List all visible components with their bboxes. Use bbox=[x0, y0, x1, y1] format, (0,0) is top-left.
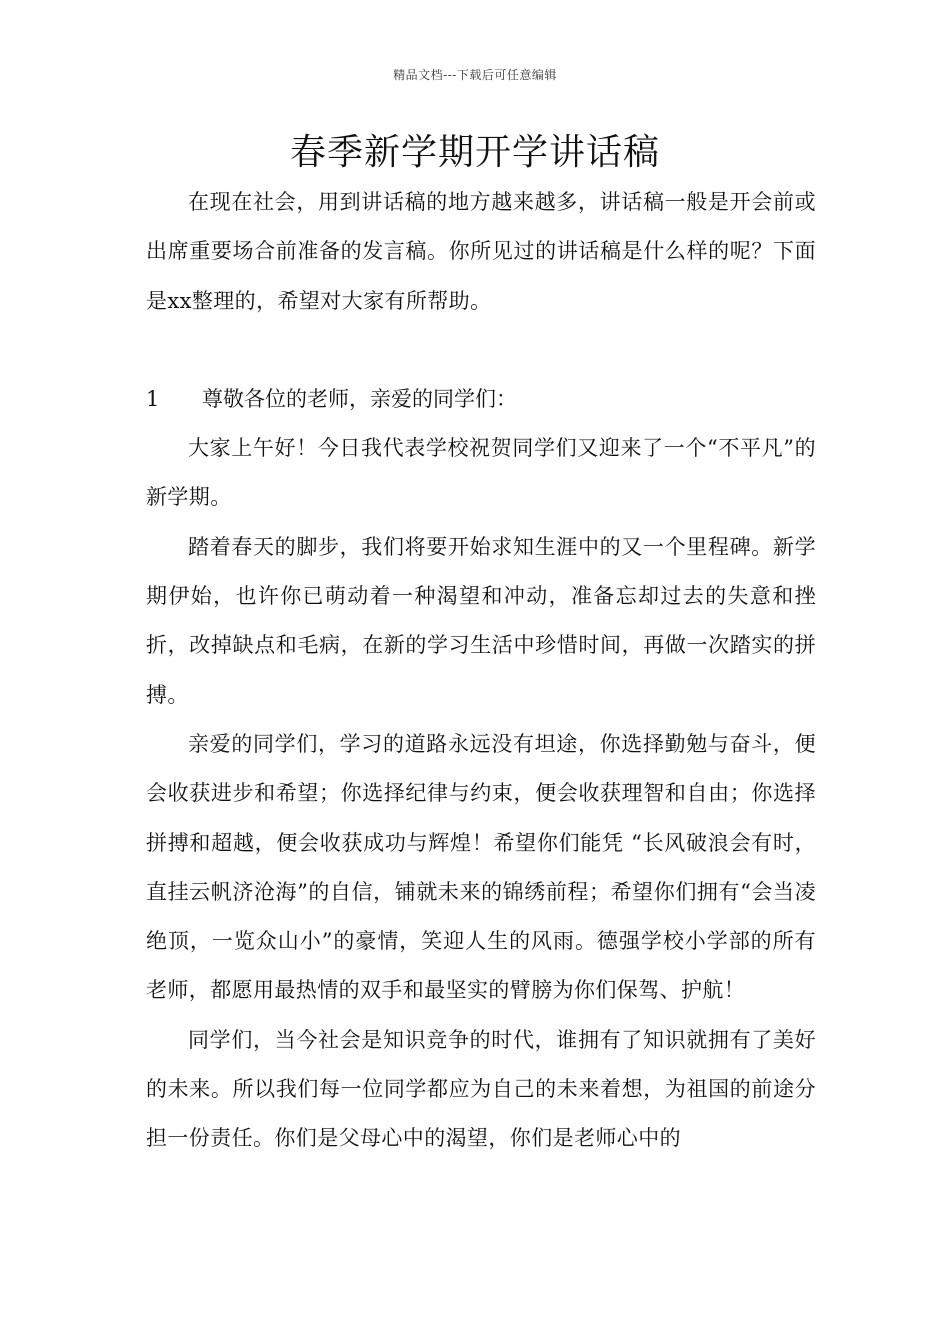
document-title: 春季新学期开学讲话稿 bbox=[289, 132, 660, 173]
section-salutation: 尊敬各位的老师，亲爱的同学们： bbox=[202, 386, 517, 411]
blank-line bbox=[146, 326, 816, 375]
document-body bbox=[146, 178, 816, 1164]
paragraph: 大家上午好！今日我代表学校祝贺同学们又迎来了一个“不平凡”的新学期。 bbox=[146, 436, 816, 510]
page-header-note: 精品文档---下载后可任意编辑 bbox=[393, 68, 557, 82]
intro-paragraph: 在现在社会，用到讲话稿的地方越来越多，讲话稿一般是开会前或出席重要场合前准备的发言稿。你所见过的讲话稿是什么样的呢？下面是xx整理的，希望对大家有所帮助。 bbox=[146, 190, 816, 313]
paragraph: 亲爱的同学们，学习的道路永远没有坦途，你选择勤勉与奋斗，便会收获进步和希望；你选择纪律与约束，便会收获理智和自由；你选择拼搏和超越，便会收获成功与辉煌！希望你们能凭 “长风破浪会有时，直挂云帆济沧海”的自信，铺就未来的锦绣前程；希望你们拥有“会当凌绝顶，一览众山小”的豪情，笑迎人生的风雨。德强学校小学部的所有老师，都愿用最热情的双手和最坚实的臂膀为你们保驾、护航！ bbox=[146, 731, 816, 1003]
section-number: 1 bbox=[146, 386, 160, 411]
paragraph: 踏着春天的脚步，我们将要开始求知生涯中的又一个里程碑。新学期伊始，也许你已萌动着一种渴望和冲动，准备忘却过去的失意和挫折，改掉缺点和毛病，在新的学习生活中珍惜时间，再做一次踏实的拼搏。 bbox=[146, 534, 816, 707]
paragraph: 同学们，当今社会是知识竞争的时代，谁拥有了知识就拥有了美好的未来。所以我们每一位同学都应为自己的未来着想，为祖国的前途分担一份责任。你们是父母心中的渴望，你们是老师心中的 bbox=[146, 1027, 816, 1151]
section-heading bbox=[146, 375, 816, 424]
